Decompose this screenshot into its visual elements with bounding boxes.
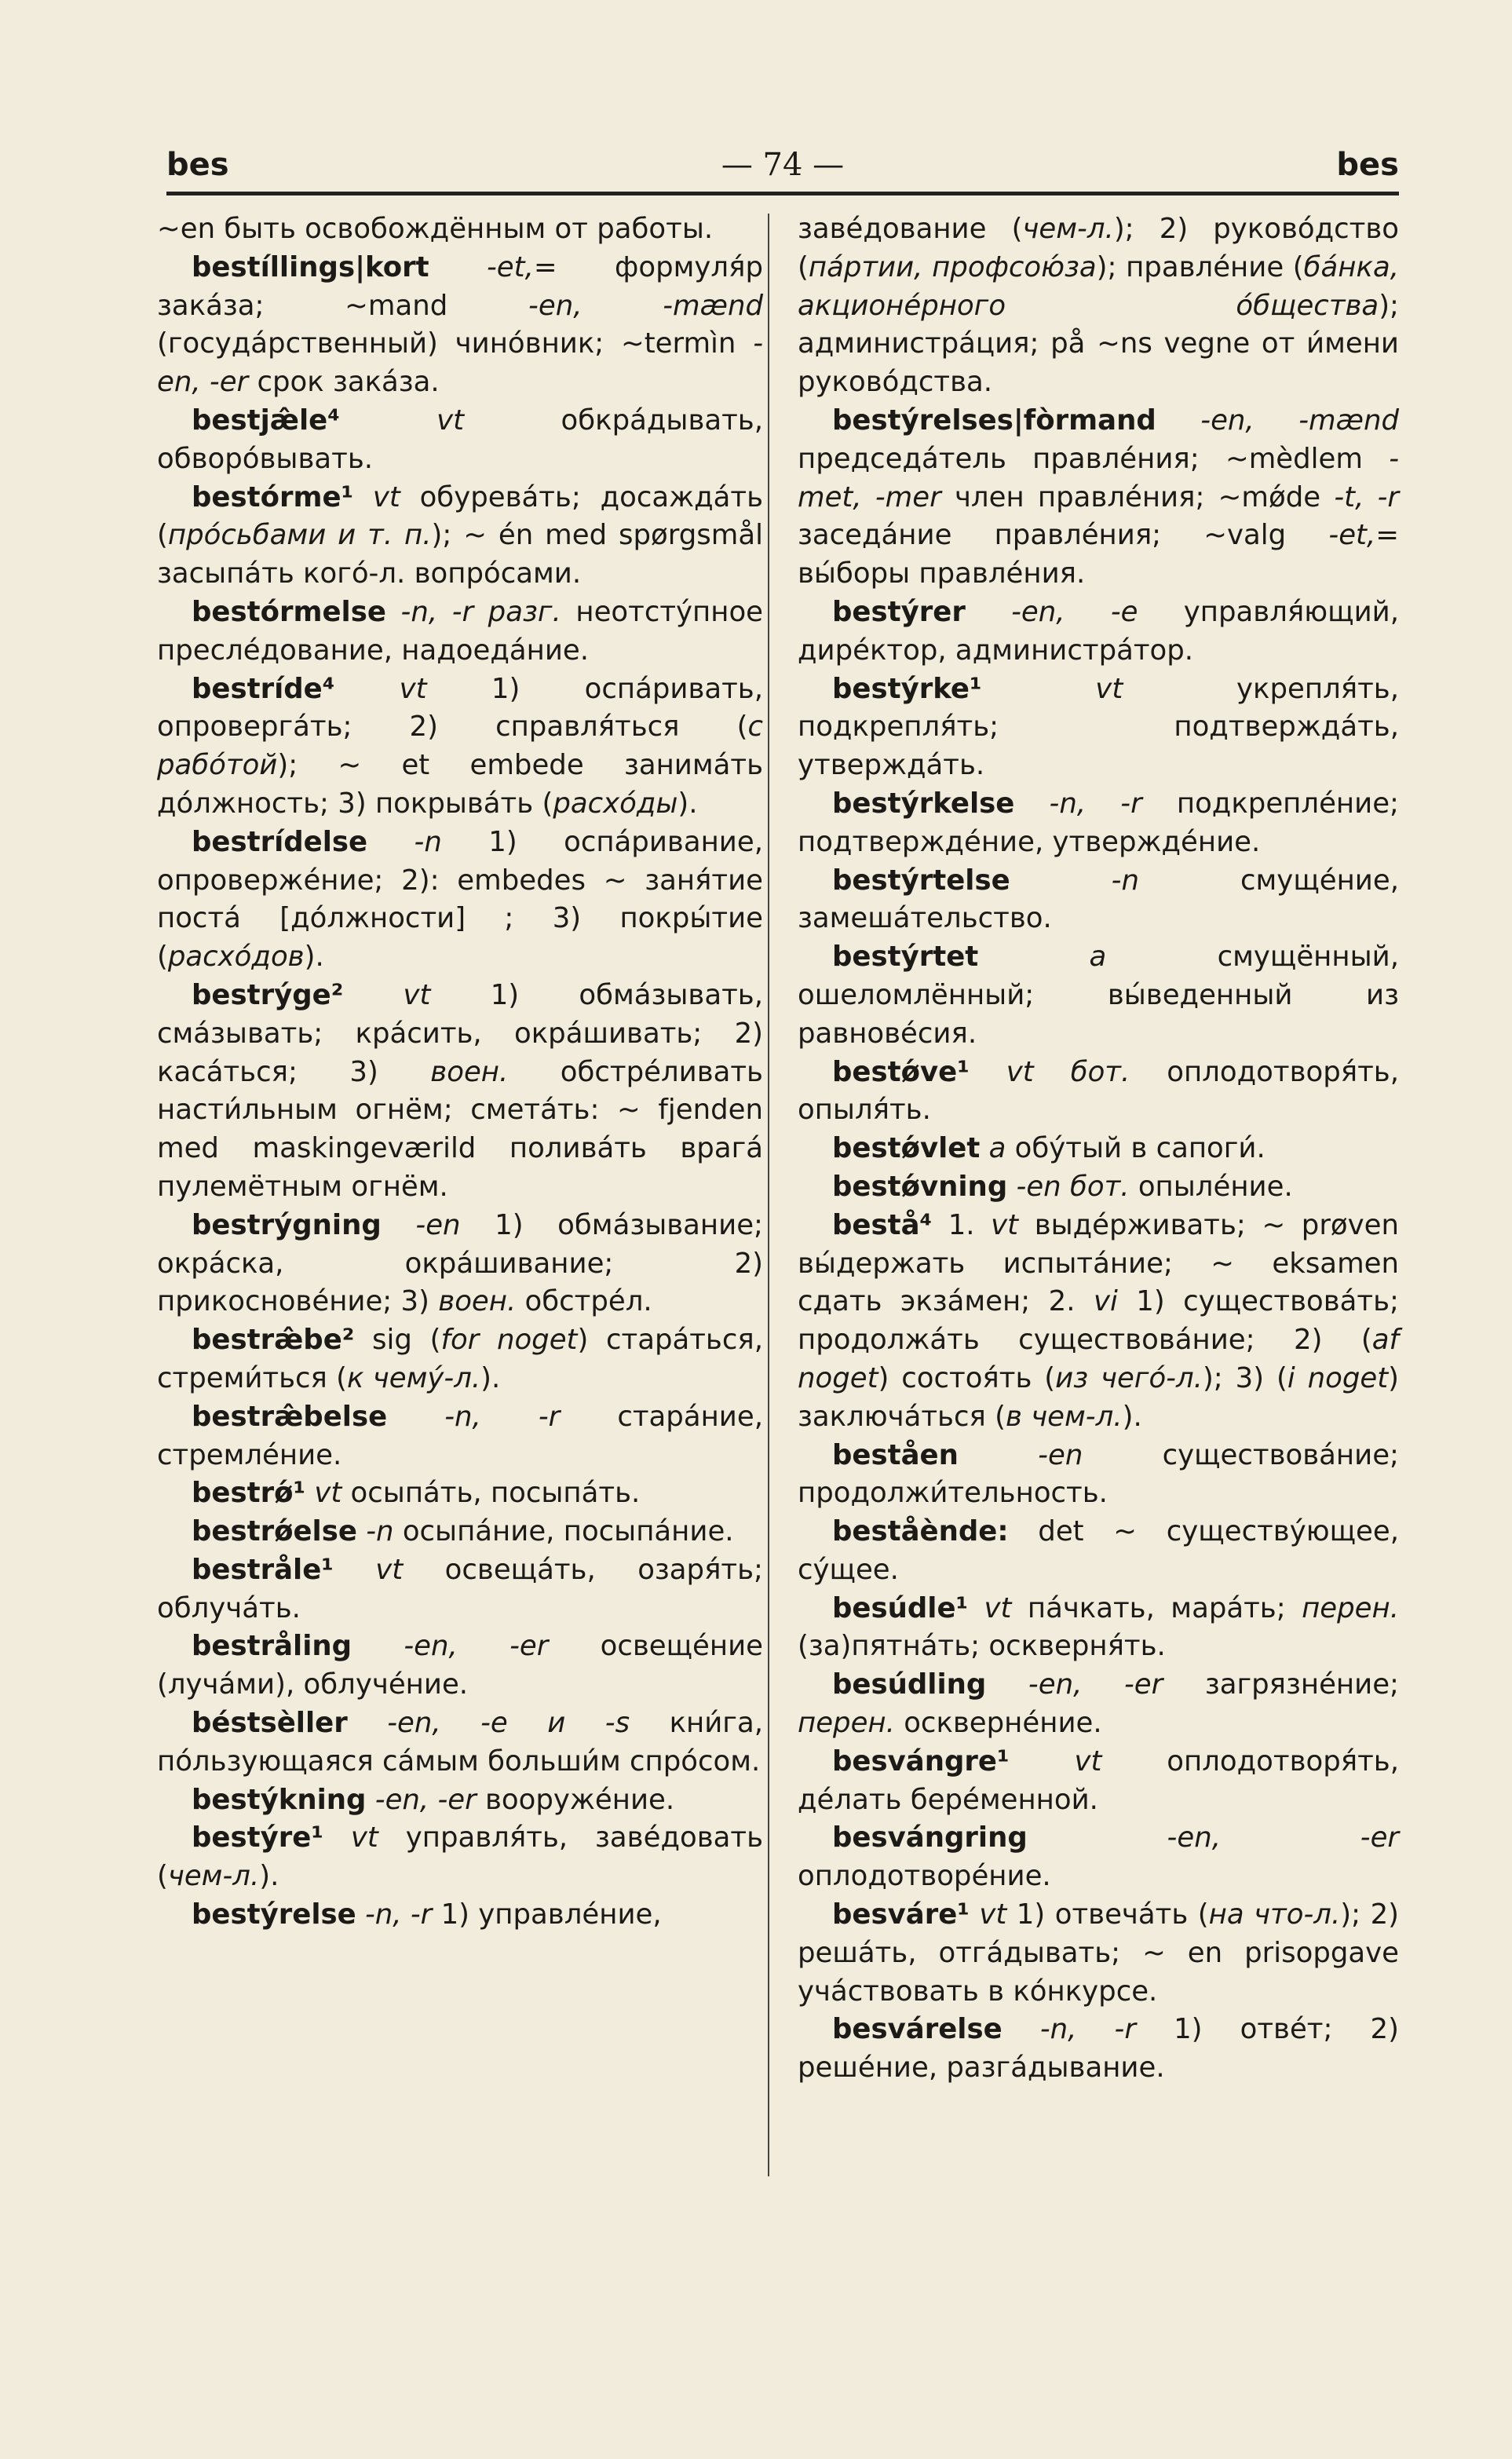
dictionary-entry xyxy=(157,1551,763,1628)
entry-definition: ); ~ én med spørgsmål засыпа́ть кого́-л. вопро́сами. xyxy=(157,519,763,590)
entry-grammar-note: -n, -r xyxy=(1014,787,1142,820)
entry-headword: bestrídelse xyxy=(192,825,368,858)
entry-grammar-note: for noget xyxy=(440,1324,578,1357)
entry-definition: неотсту́пное пресле́дование, надоеда́ние. xyxy=(157,595,763,667)
dictionary-entry xyxy=(157,210,763,249)
entry-grammar-note: vt xyxy=(968,1591,1012,1624)
entry-headword: bestýrtet xyxy=(832,941,979,974)
entry-grammar-note: чем-л. xyxy=(1022,213,1114,245)
entry-grammar-note: к чему́-л. xyxy=(347,1361,481,1394)
entry-headword: bestrýge² xyxy=(192,978,344,1011)
entry-grammar-note: про́сьбами и т. п. xyxy=(167,519,432,552)
entry-grammar-note: -en, -er xyxy=(352,1630,549,1663)
entry-definition: обурева́ть; досажда́ть ( xyxy=(157,480,763,552)
entry-definition: кни́га, по́льзующаяся са́мым больши́м спро́сом. xyxy=(157,1707,763,1778)
dictionary-entry xyxy=(157,1474,763,1513)
entry-definition: 1) существова́ть; продолжа́ть существова́ние; 2) ( xyxy=(798,1285,1399,1357)
dictionary-entry xyxy=(798,1666,1399,1743)
entry-headword: beståen xyxy=(832,1438,959,1471)
entry-grammar-note: -n, -r xyxy=(1002,2013,1136,2046)
entry-headword: besvángring xyxy=(832,1821,1028,1854)
entry-grammar-note: i noget xyxy=(1287,1361,1389,1394)
entry-definition: смущённый, ошеломлённый; вы́веденный из равнове́сия. xyxy=(798,941,1399,1050)
entry-headword: bestǿvlet xyxy=(832,1132,981,1165)
entry-definition: опыле́ние. xyxy=(1129,1170,1293,1203)
entry-grammar-note: -en, -er xyxy=(1027,1821,1399,1854)
entry-headword: bestråling xyxy=(192,1630,352,1663)
entry-grammar-note: -n xyxy=(1010,864,1139,897)
entry-grammar-note: расхо́дов xyxy=(167,941,305,974)
entry-grammar-note: ба́нка, акционе́рного о́бщества xyxy=(798,250,1399,322)
entry-definition: член правле́ния; ~mǿde xyxy=(940,480,1335,513)
entry-definition: управля́ющий, дире́ктор, администра́тор. xyxy=(798,595,1399,667)
entry-grammar-note: -en, -mænd xyxy=(528,289,763,322)
entry-headword: bestýrer xyxy=(832,595,966,628)
dictionary-entry xyxy=(157,402,763,479)
entry-definition: 1) оспа́ривать, опроверга́ть; 2) справля́ться ( xyxy=(157,672,763,744)
entry-headword: bestǿve¹ xyxy=(832,1055,970,1088)
entry-grammar-note: -en, -mænd xyxy=(1156,404,1399,437)
entry-headword: bestjæ̂le⁴ xyxy=(192,404,340,437)
dictionary-entry xyxy=(798,670,1399,785)
entry-definition: осыпа́ние, посыпа́ние. xyxy=(393,1515,734,1548)
entry-definition: ); 3) ( xyxy=(1202,1361,1287,1394)
entry-grammar-note: перен. xyxy=(1302,1591,1399,1624)
dictionary-entry xyxy=(157,1896,763,1935)
entry-grammar-note: -en xyxy=(381,1208,461,1241)
entry-definition: обу́тый в сапоги́. xyxy=(1006,1132,1265,1165)
dictionary-entry xyxy=(798,1207,1399,1437)
entry-headword: bestýkning xyxy=(192,1783,367,1816)
entry-definition: 1) управле́ние, xyxy=(432,1898,662,1931)
dictionary-entry xyxy=(157,1781,763,1820)
entry-definition: ). xyxy=(304,941,324,974)
entry-grammar-note: чем-л. xyxy=(167,1860,260,1893)
entry-definition: срок зака́за. xyxy=(248,366,440,399)
dictionary-entry xyxy=(798,594,1399,670)
entry-grammar-note: -en, -e и -s xyxy=(347,1707,630,1740)
entry-grammar-note: с рабо́той xyxy=(157,711,763,782)
entry-grammar-note: -et,= xyxy=(1328,519,1399,552)
entry-grammar-note: -n, -r xyxy=(356,1898,433,1931)
entry-headword: bestrǿ¹ xyxy=(192,1477,306,1510)
entry-definition: выде́рживать; ~ prøven вы́держать испыта́ние; ~ eksamen сдать экза́мен; 2. xyxy=(798,1208,1399,1318)
entry-definition: вы́боры правле́ния. xyxy=(798,557,1086,590)
entry-headword: besvárelse xyxy=(832,2013,1003,2046)
entry-definition: ); администра́ция; på ~ns vegne от и́мени руково́дства. xyxy=(798,289,1399,399)
entry-definition: па́чкать, мара́ть; xyxy=(1011,1591,1302,1624)
entry-grammar-note: -en, -er xyxy=(157,327,763,399)
dictionary-entry xyxy=(798,1743,1399,1820)
entry-grammar-note: -t, -r xyxy=(1334,480,1399,513)
dictionary-entry xyxy=(798,2011,1399,2088)
header-right-guideword: bes xyxy=(1336,147,1399,183)
dictionary-entry xyxy=(157,1207,763,1321)
dictionary-entry xyxy=(157,1321,763,1398)
entry-definition: ). xyxy=(480,1361,501,1394)
right-column xyxy=(798,210,1399,2088)
entry-grammar-note: па́ртии, профсою́за xyxy=(808,250,1097,283)
entry-definition: (за)пятна́ть; оскверня́ть. xyxy=(798,1630,1166,1663)
entry-definition: обстре́л. xyxy=(516,1285,652,1318)
dictionary-entry xyxy=(798,1819,1399,1896)
entry-definition: ); 2) реша́ть, отга́дывать; ~ en prisopgave уча́ствовать в ко́нкурсе. xyxy=(798,1898,1400,2008)
entry-grammar-note: vt xyxy=(353,480,400,513)
entry-definition: формуля́р зака́за; ~mand xyxy=(157,250,764,322)
entry-definition: (госуда́рственный) чино́вник; ~termìn xyxy=(157,327,754,360)
entry-definition: оплодотворе́ние. xyxy=(798,1860,1051,1893)
entry-grammar-note: расхо́ды xyxy=(553,787,678,820)
column-divider xyxy=(768,214,769,2176)
entry-definition: 1) отвеча́ть ( xyxy=(1006,1898,1209,1931)
entry-headword: bestýrtelse xyxy=(832,864,1010,897)
entry-definition: ~en быть освобождённым от работы. xyxy=(157,213,714,245)
dictionary-entry xyxy=(798,862,1399,939)
entry-definition: ) заключа́ться ( xyxy=(798,1361,1399,1433)
entry-grammar-note: a xyxy=(978,941,1107,974)
entry-definition: ) стара́ться, стреми́ться ( xyxy=(157,1324,763,1394)
entry-definition: оскверне́ние. xyxy=(894,1707,1102,1740)
entry-definition: ); правле́ние ( xyxy=(1096,250,1304,283)
header-left-guideword: bes xyxy=(166,147,229,183)
dictionary-entry xyxy=(798,785,1399,862)
entry-definition: управля́ть, заве́довать ( xyxy=(157,1821,763,1893)
entry-grammar-note: -met, -mer xyxy=(798,442,1399,513)
dictionary-entry xyxy=(157,249,763,402)
entry-definition: председа́тель правле́ния; ~mèdlem xyxy=(798,442,1390,475)
entry-definition: ). xyxy=(677,787,698,820)
entry-headword: béstsèller xyxy=(192,1707,348,1740)
entry-definition: 1. xyxy=(932,1208,992,1241)
page-header xyxy=(166,141,1399,188)
entry-headword: bestýrelses|fòrmand xyxy=(832,404,1156,437)
entry-headword: bestræ̂be² xyxy=(192,1324,355,1357)
entry-definition: 1) оспа́ривание, опроверже́ние; 2): embedes ~ заня́тие поста́ [до́лжности] ; 3) покры́тие ( xyxy=(157,825,763,974)
entry-grammar-note: af noget xyxy=(798,1324,1399,1394)
dictionary-entry xyxy=(798,210,1399,402)
entry-headword: bestå⁴ xyxy=(832,1208,933,1241)
dictionary-entry xyxy=(157,824,763,977)
entry-headword: beståènde: xyxy=(832,1515,1009,1548)
dictionary-entry xyxy=(157,977,763,1207)
entry-definition: 1) отве́т; 2) реше́ние, разга́дывание. xyxy=(798,2013,1399,2084)
entry-grammar-note: vt xyxy=(305,1477,342,1510)
entry-grammar-note: воен. xyxy=(430,1055,509,1088)
dictionary-entry xyxy=(157,1819,763,1896)
entry-grammar-note: vt xyxy=(991,1208,1019,1241)
entry-definition: загрязне́ние; xyxy=(1163,1668,1400,1701)
entry-headword: besúdle¹ xyxy=(832,1591,969,1624)
entry-definition: ); 2) руково́дство ( xyxy=(798,213,1400,283)
entry-definition: sig ( xyxy=(354,1324,441,1357)
dictionary-entry xyxy=(798,1054,1399,1131)
entry-grammar-note: vt xyxy=(333,1553,404,1586)
entry-headword: bestórme¹ xyxy=(192,480,354,513)
dictionary-entry xyxy=(798,1513,1399,1590)
entry-grammar-note: vi xyxy=(1093,1285,1118,1318)
dictionary-entry xyxy=(157,670,763,824)
entry-definition: вооруже́ние. xyxy=(476,1783,675,1816)
entry-definition: осыпа́ть, посыпа́ть. xyxy=(341,1477,641,1510)
entry-grammar-note: -en бот. xyxy=(1007,1170,1130,1203)
entry-grammar-note: перен. xyxy=(798,1707,895,1740)
dictionary-entry xyxy=(157,594,763,670)
entry-grammar-note: -et,= xyxy=(429,250,557,283)
dictionary-entry xyxy=(798,1168,1399,1207)
entry-headword: bestrǿelse xyxy=(192,1515,357,1548)
entry-definition: подкрепле́ние; подтвержде́ние, утвержде́ние. xyxy=(798,787,1399,858)
entry-grammar-note: -en, -er xyxy=(986,1668,1163,1701)
entry-definition: 1) обма́зывание; окра́ска, окра́шивание; 2) прикоснове́ние; 3) xyxy=(157,1208,763,1318)
dictionary-entry xyxy=(798,1896,1399,2011)
page-number: — 74 — xyxy=(721,147,845,183)
dictionary-entry xyxy=(798,402,1399,594)
entry-definition: обкра́дывать, обворо́вывать. xyxy=(157,404,764,475)
entry-grammar-note: из чего́-л. xyxy=(1055,1361,1203,1394)
entry-grammar-note: -en, -e xyxy=(965,595,1138,628)
entry-grammar-note: -n xyxy=(367,825,442,858)
entry-definition: освеще́ние (луча́ми), облуче́ние. xyxy=(157,1630,764,1701)
entry-headword: bestræ̂belse xyxy=(192,1400,388,1433)
entry-headword: bestórmelse xyxy=(192,595,386,628)
entry-headword: bestíllings|kort xyxy=(192,250,429,283)
entry-headword: bestýrelse xyxy=(192,1898,356,1931)
entry-headword: bestråle¹ xyxy=(192,1553,334,1586)
dictionary-entry xyxy=(798,938,1399,1053)
entry-definition: ). xyxy=(1122,1400,1142,1433)
entry-grammar-note: воен. xyxy=(438,1285,517,1318)
dictionary-entry xyxy=(157,1398,763,1475)
entry-definition: обстре́ливать насти́льным огнём; смета́ть: ~ fjenden med maskingeværild полива́ть врага́ пулемётным огнём. xyxy=(157,1055,763,1203)
entry-headword: besúdling xyxy=(832,1668,987,1701)
entry-grammar-note: a xyxy=(980,1132,1006,1165)
entry-grammar-note: -n, -r xyxy=(387,1400,561,1433)
entry-grammar-note: -en, -er xyxy=(366,1783,477,1816)
entry-definition: ). xyxy=(259,1860,279,1893)
entry-headword: bestýrke¹ xyxy=(832,672,982,705)
dictionary-entry xyxy=(798,1437,1399,1514)
entry-definition: оплодотворя́ть, опыля́ть. xyxy=(798,1055,1399,1127)
entry-definition: заседа́ние правле́ния; ~valg xyxy=(798,519,1329,552)
entry-definition: существова́ние; продолжи́тельность. xyxy=(798,1438,1399,1510)
dictionary-entry xyxy=(157,1704,763,1781)
entry-grammar-note: vt бот. xyxy=(969,1055,1130,1088)
entry-headword: bestríde⁴ xyxy=(192,672,335,705)
left-column xyxy=(157,210,763,1935)
entry-grammar-note: -n, -r разг. xyxy=(385,595,561,628)
entry-grammar-note: в чем-л. xyxy=(1006,1400,1123,1433)
entry-definition: ); ~ et embede занима́ть до́лжность; 3) покрыва́ть ( xyxy=(157,749,763,820)
entry-grammar-note: -en xyxy=(958,1438,1083,1471)
entry-headword: bestýrkelse xyxy=(832,787,1015,820)
entry-definition: оплодотворя́ть, де́лать бере́менной. xyxy=(798,1745,1399,1816)
entry-grammar-note: vt xyxy=(343,978,431,1011)
entry-definition: укрепля́ть, подкрепля́ть; подтвержда́ть, утвержда́ть. xyxy=(798,672,1399,782)
entry-definition: ) состоя́ть ( xyxy=(878,1361,1056,1394)
dictionary-entry xyxy=(798,1590,1399,1667)
entry-grammar-note: vt xyxy=(334,672,427,705)
entry-grammar-note: vt xyxy=(981,672,1123,705)
entry-grammar-note: vt xyxy=(339,404,465,437)
entry-definition: стара́ние, стремле́ние. xyxy=(157,1400,763,1471)
dictionary-entry xyxy=(157,479,763,594)
entry-headword: bestǿvning xyxy=(832,1170,1008,1203)
entry-headword: besváre¹ xyxy=(832,1898,970,1931)
entry-grammar-note: -n xyxy=(356,1515,394,1548)
entry-grammar-note: на что-л. xyxy=(1208,1898,1341,1931)
entry-headword: bestýre¹ xyxy=(192,1821,323,1854)
dictionary-entry xyxy=(157,1628,763,1704)
entry-headword: besvángre¹ xyxy=(832,1745,1010,1778)
entry-headword: bestrýgning xyxy=(192,1208,382,1241)
entry-grammar-note: vt xyxy=(1009,1745,1102,1778)
entry-grammar-note: vt xyxy=(323,1821,378,1854)
dictionary-entry xyxy=(798,1130,1399,1168)
entry-grammar-note: vt xyxy=(969,1898,1007,1931)
dictionary-entry xyxy=(157,1513,763,1551)
entry-definition: освеща́ть, озаря́ть; облуча́ть. xyxy=(157,1553,763,1624)
entry-definition: 1) обма́зывать, сма́зывать; кра́сить, окра́шивать; 2) каса́ться; 3) xyxy=(157,978,763,1088)
entry-definition: det ~ существу́ющее, су́щее. xyxy=(798,1515,1399,1586)
header-rule xyxy=(166,192,1399,195)
entry-definition: заве́дование ( xyxy=(798,213,1023,245)
entry-definition: смуще́ние, замеша́тельство. xyxy=(798,864,1400,935)
